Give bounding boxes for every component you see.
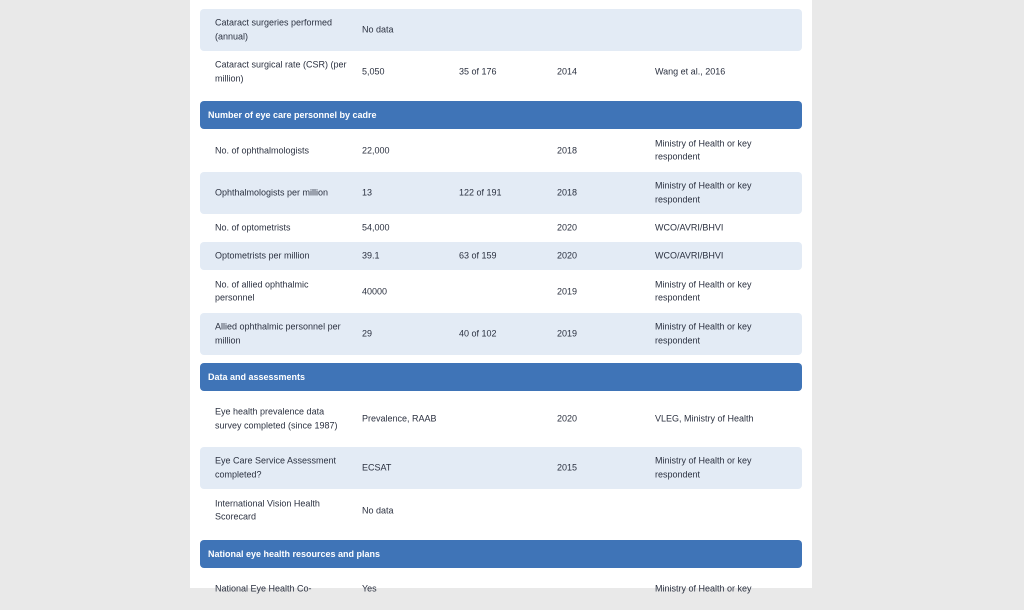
table-row (200, 51, 802, 93)
table-row (200, 568, 802, 610)
indicator-label: Cataract surgical rate (CSR) (per million) (215, 59, 347, 83)
table-row (200, 391, 802, 447)
section-header (200, 540, 802, 568)
section-header (200, 101, 802, 129)
indicator-source: WCO/AVRI/BHVI (655, 250, 724, 261)
indicator-rank: 122 of 191 (459, 187, 502, 198)
indicator-source: Ministry of Health or key respondent (655, 455, 752, 479)
indicator-source: Ministry of Health or key respondent (655, 321, 752, 345)
indicator-label: International Vision Health Scorecard (215, 498, 320, 522)
table-row (200, 172, 802, 214)
indicator-value: 5,050 (362, 66, 385, 77)
indicator-value: No data (362, 24, 394, 35)
indicator-year: 2018 (557, 187, 578, 198)
indicator-source: Ministry of Health or key (655, 583, 752, 594)
indicator-source: VLEG, Ministry of Health (655, 413, 754, 424)
indicator-rank: 35 of 176 (459, 66, 497, 77)
indicator-value: Prevalence, RAAB (362, 413, 437, 424)
table-row (200, 9, 802, 51)
indicator-source: WCO/AVRI/BHVI (655, 222, 724, 233)
indicator-value: Yes (362, 583, 377, 594)
indicator-label: No. of allied ophthalmic personnel (215, 279, 309, 303)
indicator-year: 2020 (557, 413, 578, 424)
indicator-value: 22,000 (362, 144, 390, 155)
indicator-source: Wang et al., 2016 (655, 66, 726, 77)
indicator-label: Allied ophthalmic personnel per million (215, 321, 341, 345)
table-row (200, 129, 802, 172)
indicator-value: 54,000 (362, 222, 390, 233)
indicator-label: Optometrists per million (215, 250, 310, 261)
indicator-value: 39.1 (362, 250, 380, 261)
indicator-label: No. of ophthalmologists (215, 144, 310, 155)
indicator-value: 13 (362, 187, 373, 198)
indicator-rank: 63 of 159 (459, 250, 497, 261)
section-title: National eye health resources and plans (208, 549, 381, 559)
indicator-label: No. of optometrists (215, 222, 291, 233)
indicator-year: 2020 (557, 250, 578, 261)
indicator-value: 40000 (362, 285, 388, 296)
indicator-year: 2015 (557, 462, 578, 473)
indicator-year: 2019 (557, 328, 578, 339)
section-header (200, 363, 802, 391)
section-title: Data and assessments (208, 372, 306, 382)
indicator-source: Ministry of Health or key respondent (655, 279, 752, 303)
section-title: Number of eye care personnel by cadre (208, 110, 377, 120)
indicator-year: 2018 (557, 144, 578, 155)
indicator-year: 2020 (557, 222, 578, 233)
indicator-table (190, 0, 812, 594)
indicator-label: Eye Care Service Assessment completed? (215, 455, 337, 479)
indicator-year: 2014 (557, 66, 578, 77)
indicator-label: Eye health prevalence data survey completed (since 1987) (215, 406, 338, 430)
table-row (200, 242, 802, 270)
indicator-source: Ministry of Health or key respondent (655, 138, 752, 162)
table-row (200, 447, 802, 489)
indicator-label: Ophthalmologists per million (215, 187, 329, 198)
indicator-rank: 40 of 102 (459, 328, 497, 339)
indicator-value: 29 (362, 328, 373, 339)
indicator-source: Ministry of Health or key respondent (655, 180, 752, 204)
table-row (200, 270, 802, 313)
table-row (200, 313, 802, 355)
indicator-value: ECSAT (362, 462, 392, 473)
table-row (200, 489, 802, 532)
indicator-year: 2019 (557, 285, 578, 296)
indicator-label: National Eye Health Co- (215, 583, 312, 594)
indicator-value: No data (362, 504, 394, 515)
table-row (200, 214, 802, 242)
indicator-label: Cataract surgeries performed (annual) (215, 17, 333, 41)
